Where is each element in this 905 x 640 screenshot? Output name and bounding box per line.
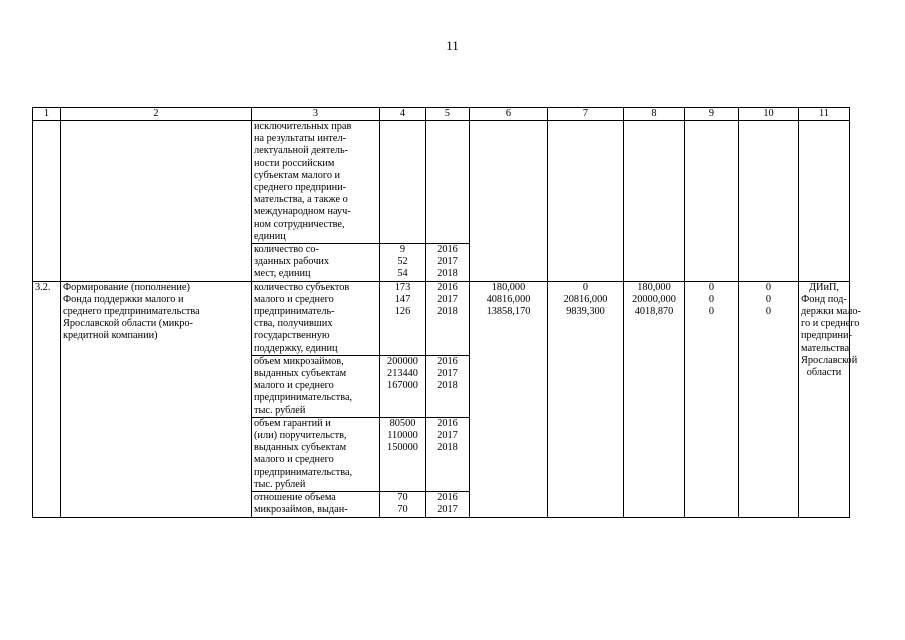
- executor-cell: ДИиП, Фонд под- держки мало- го и среднего предприни- мательства Ярославской области: [799, 281, 850, 517]
- row-number: 3.2.: [33, 281, 61, 517]
- col8-empty: [624, 121, 685, 282]
- col11-empty: [799, 121, 850, 282]
- funding-local: 0 0 0: [685, 281, 739, 517]
- indicator-cell: объем микрозаймов, выданных субъектам малого и среднего предпринимательства, тыс. рублей: [252, 355, 380, 417]
- page-number: 11: [446, 38, 459, 53]
- funding-federal: 0 20816,000 9839,300: [548, 281, 624, 517]
- funding-other: 0 0 0: [739, 281, 799, 517]
- value-cell: 80500 110000 150000: [380, 417, 426, 491]
- year-cell-empty: [426, 121, 470, 244]
- col-header: 3: [252, 108, 380, 121]
- col-header: 4: [380, 108, 426, 121]
- col7-empty: [548, 121, 624, 282]
- indicator-cell: исключительных прав на результаты интел- лектуальной деятель- ности российским субъектам малого и среднего предприни- мательства, а также о международном науч- ном сотрудничестве, единиц: [252, 121, 380, 244]
- value-cell: 200000 213440 167000: [380, 355, 426, 417]
- value-cell: 70 70: [380, 492, 426, 517]
- col-header: 1: [33, 108, 61, 121]
- cell-name-empty: [61, 121, 252, 282]
- col6-empty: [470, 121, 548, 282]
- col-header: 8: [624, 108, 685, 121]
- col-header: 9: [685, 108, 739, 121]
- col-header: 10: [739, 108, 799, 121]
- year-cell: 2016 2017 2018: [426, 355, 470, 417]
- funding-regional: 180,000 20000,000 4018,870: [624, 281, 685, 517]
- value-cell: 173 147 126: [380, 281, 426, 355]
- col-header: 2: [61, 108, 252, 121]
- col-header: 11: [799, 108, 850, 121]
- program-table: [32, 107, 861, 518]
- col9-empty: [685, 121, 739, 282]
- table-row: [33, 121, 850, 244]
- value-cell: 9 52 54: [380, 244, 426, 282]
- measure-name: Формирование (пополнение) Фонда поддержки малого и среднего предпринимательства Ярославской области (микро- кредитной компании): [61, 281, 252, 517]
- column-number-row: [33, 108, 850, 121]
- col-header: 5: [426, 108, 470, 121]
- cell-num-empty: [33, 121, 61, 282]
- col-header: 7: [548, 108, 624, 121]
- year-cell: 2016 2017 2018: [426, 281, 470, 355]
- indicator-cell: количество субъектов малого и среднего предприниматель- ства, получивших государственную поддержку, единиц: [252, 281, 380, 355]
- year-cell: 2016 2017 2018: [426, 244, 470, 282]
- year-cell: 2016 2017 2018: [426, 417, 470, 491]
- year-cell: 2016 2017: [426, 492, 470, 517]
- indicator-cell: объем гарантий и (или) поручительств, выданных субъектам малого и среднего предпринимательства, тыс. рублей: [252, 417, 380, 491]
- table-row: [33, 281, 850, 355]
- value-cell-empty: [380, 121, 426, 244]
- col-header: 6: [470, 108, 548, 121]
- indicator-cell: количество со- зданных рабочих мест, единиц: [252, 244, 380, 282]
- indicator-cell: отношение объема микрозаймов, выдан-: [252, 492, 380, 517]
- col10-empty: [739, 121, 799, 282]
- funding-total: 180,000 40816,000 13858,170: [470, 281, 548, 517]
